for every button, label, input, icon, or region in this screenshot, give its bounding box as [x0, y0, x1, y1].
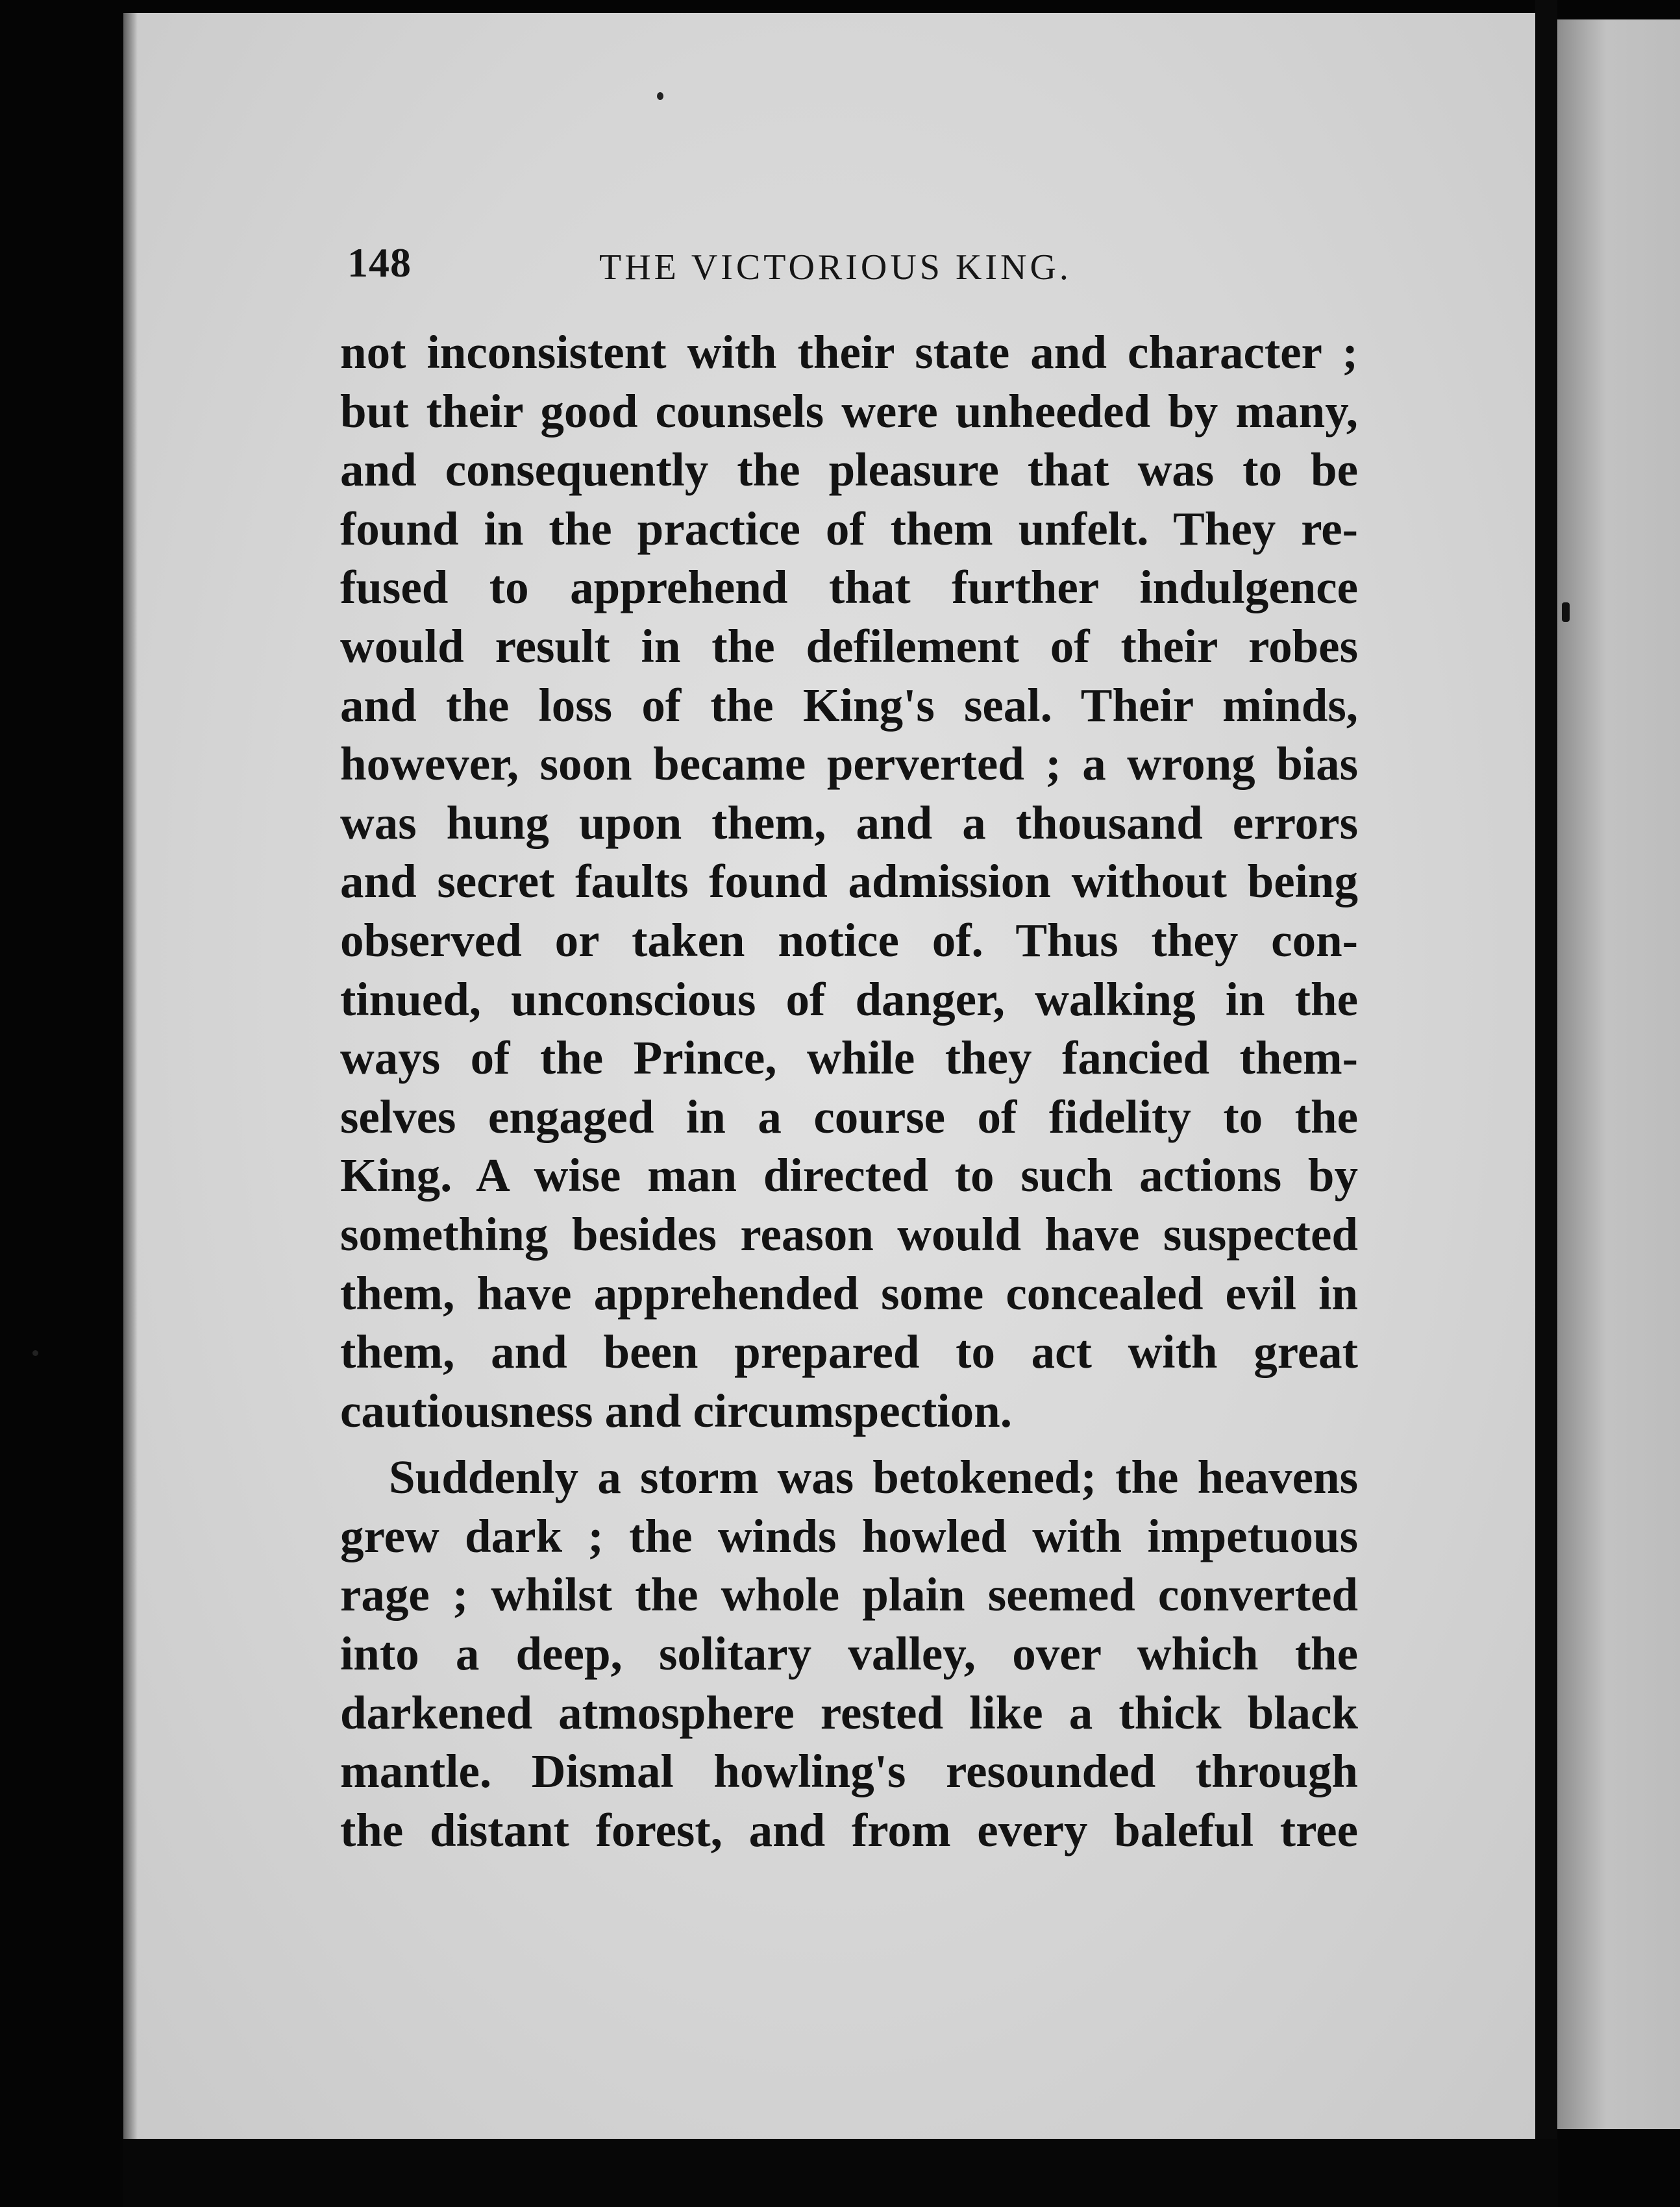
text-line: not inconsistent with their state and character ;: [340, 326, 1358, 378]
text-line: cautiousness and circumspection.: [340, 1384, 1012, 1437]
text-line: grew dark ; the winds howled with impetuous: [340, 1509, 1358, 1562]
text-line: darkened atmosphere rested like a thick black: [340, 1686, 1358, 1739]
text-line: them, have apprehended some concealed evil in: [340, 1266, 1358, 1320]
text-line: the distant forest, and from every baleful tree: [340, 1803, 1358, 1856]
text-line: something besides reason would have suspected: [340, 1207, 1358, 1261]
running-header: [347, 239, 1360, 297]
adjacent-page-strip: [1557, 19, 1680, 2129]
text-line: observed or taken notice of. Thus they con-: [340, 913, 1358, 967]
text-line: however, soon became perverted ; a wrong bias: [340, 737, 1358, 791]
text-line: and consequently the pleasure that was to be: [340, 443, 1358, 497]
page-number: 148: [347, 240, 412, 286]
paragraph-gap: [340, 1440, 1358, 1448]
scan-speck: [657, 92, 663, 100]
text-line: selves engaged in a course of fidelity to the: [340, 1090, 1358, 1143]
page-fold-shadow: [123, 13, 138, 2139]
paragraph: [340, 1448, 1358, 1860]
text-line: King. A wise man directed to such actions by: [340, 1149, 1358, 1202]
text-line: them, and been prepared to act with great: [340, 1325, 1358, 1379]
text-line: ways of the Prince, while they fancied them-: [340, 1031, 1358, 1085]
body-text: [340, 323, 1358, 1860]
text-line: and secret faults found admission without being: [340, 855, 1358, 908]
text-line: and the loss of the King's seal. Their minds,: [340, 678, 1358, 732]
text-line: tinued, unconscious of danger, walking in the: [340, 972, 1358, 1026]
running-title: THE VICTORIOUS KING.: [599, 247, 1072, 288]
page-edge: [1535, 0, 1557, 2207]
text-line: fused to apprehend that further indulgence: [340, 561, 1358, 614]
text-line: Suddenly a storm was betokened; the heavens: [389, 1451, 1358, 1504]
text-line: mantle. Dismal howling's resounded through: [340, 1745, 1358, 1798]
text-line: rage ; whilst the whole plain seemed converted: [340, 1568, 1358, 1621]
scan-bottom-edge: [123, 2139, 1558, 2207]
text-line: would result in the defilement of their robes: [340, 619, 1358, 672]
paragraph: [340, 323, 1358, 1440]
scan-speck: [1562, 602, 1570, 622]
text-line: found in the practice of them unfelt. They re-: [340, 502, 1358, 555]
text-line: into a deep, solitary valley, over which the: [340, 1627, 1358, 1681]
text-line: but their good counsels were unheeded by many,: [340, 384, 1358, 438]
text-line: was hung upon them, and a thousand errors: [340, 796, 1358, 849]
scan-speck: [32, 1350, 38, 1356]
